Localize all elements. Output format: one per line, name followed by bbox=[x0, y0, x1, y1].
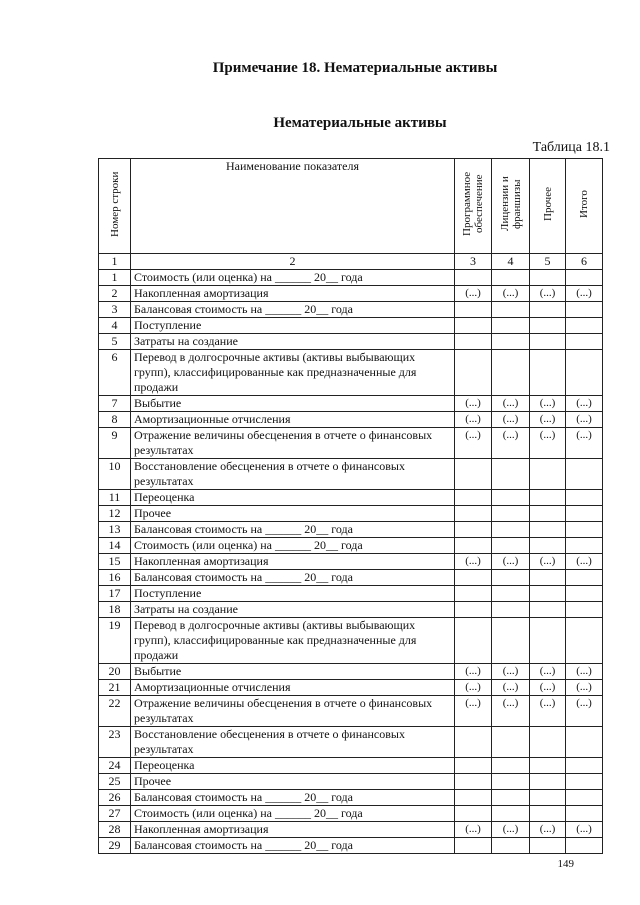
row-value bbox=[455, 570, 492, 586]
header-other: Прочее bbox=[530, 159, 566, 254]
row-value: (...) bbox=[530, 554, 566, 570]
row-number: 21 bbox=[99, 680, 131, 696]
table-row bbox=[99, 790, 603, 806]
row-label: Балансовая стоимость на ______ 20__ года bbox=[131, 570, 455, 586]
row-value bbox=[530, 506, 566, 522]
column-number: 2 bbox=[131, 254, 455, 270]
row-value: (...) bbox=[492, 822, 530, 838]
row-number: 5 bbox=[99, 334, 131, 350]
header-total: Итого bbox=[566, 159, 603, 254]
row-number: 14 bbox=[99, 538, 131, 554]
row-value bbox=[566, 522, 603, 538]
header-indicator: Наименование показателя bbox=[131, 159, 455, 254]
row-value bbox=[530, 586, 566, 602]
row-number: 13 bbox=[99, 522, 131, 538]
row-value bbox=[530, 758, 566, 774]
row-number: 15 bbox=[99, 554, 131, 570]
row-number: 25 bbox=[99, 774, 131, 790]
row-number: 2 bbox=[99, 286, 131, 302]
table-row bbox=[99, 428, 603, 459]
table-row bbox=[99, 806, 603, 822]
row-value: (...) bbox=[566, 664, 603, 680]
row-value bbox=[455, 790, 492, 806]
row-value bbox=[566, 790, 603, 806]
header-software: Программное обеспечение bbox=[455, 159, 492, 254]
row-value: (...) bbox=[492, 396, 530, 412]
column-number: 1 bbox=[99, 254, 131, 270]
row-number: 9 bbox=[99, 428, 131, 459]
row-value: (...) bbox=[492, 680, 530, 696]
row-label: Выбытие bbox=[131, 664, 455, 680]
row-value: (...) bbox=[566, 286, 603, 302]
row-number: 12 bbox=[99, 506, 131, 522]
row-value bbox=[566, 490, 603, 506]
row-value: (...) bbox=[455, 554, 492, 570]
row-value: (...) bbox=[566, 412, 603, 428]
table-row bbox=[99, 396, 603, 412]
header-row bbox=[99, 159, 603, 254]
row-value bbox=[492, 538, 530, 554]
row-label: Стоимость (или оценка) на ______ 20__ года bbox=[131, 538, 455, 554]
row-value bbox=[492, 318, 530, 334]
row-label: Балансовая стоимость на ______ 20__ года bbox=[131, 302, 455, 318]
row-number: 23 bbox=[99, 727, 131, 758]
row-value bbox=[492, 350, 530, 396]
row-label: Балансовая стоимость на ______ 20__ года bbox=[131, 790, 455, 806]
table-row bbox=[99, 680, 603, 696]
row-value bbox=[566, 270, 603, 286]
row-value bbox=[455, 302, 492, 318]
row-value bbox=[455, 586, 492, 602]
row-value bbox=[566, 758, 603, 774]
row-value bbox=[492, 806, 530, 822]
row-value bbox=[492, 838, 530, 854]
row-value bbox=[492, 570, 530, 586]
row-value bbox=[455, 522, 492, 538]
row-value: (...) bbox=[455, 822, 492, 838]
row-value bbox=[566, 318, 603, 334]
row-value bbox=[566, 618, 603, 664]
table-row bbox=[99, 302, 603, 318]
row-value bbox=[566, 459, 603, 490]
row-value bbox=[455, 538, 492, 554]
row-number: 28 bbox=[99, 822, 131, 838]
row-label: Прочее bbox=[131, 506, 455, 522]
row-number: 1 bbox=[99, 270, 131, 286]
row-value: (...) bbox=[455, 412, 492, 428]
row-value bbox=[530, 838, 566, 854]
row-label: Накопленная амортизация bbox=[131, 286, 455, 302]
row-value bbox=[566, 774, 603, 790]
row-label: Стоимость (или оценка) на ______ 20__ года bbox=[131, 806, 455, 822]
row-number: 22 bbox=[99, 696, 131, 727]
table-row bbox=[99, 350, 603, 396]
column-number: 6 bbox=[566, 254, 603, 270]
row-value bbox=[566, 350, 603, 396]
row-number: 6 bbox=[99, 350, 131, 396]
row-value bbox=[530, 302, 566, 318]
header-licenses: Лицензии и франшизы bbox=[492, 159, 530, 254]
table-row bbox=[99, 618, 603, 664]
table-label: Таблица 18.1 bbox=[532, 140, 610, 155]
row-value: (...) bbox=[530, 428, 566, 459]
row-value: (...) bbox=[566, 680, 603, 696]
row-number: 4 bbox=[99, 318, 131, 334]
row-value: (...) bbox=[492, 664, 530, 680]
row-value bbox=[492, 758, 530, 774]
table-row bbox=[99, 570, 603, 586]
row-value bbox=[492, 506, 530, 522]
table-row bbox=[99, 554, 603, 570]
row-value bbox=[492, 586, 530, 602]
row-label: Затраты на создание bbox=[131, 602, 455, 618]
row-value bbox=[566, 727, 603, 758]
row-label: Стоимость (или оценка) на ______ 20__ года bbox=[131, 270, 455, 286]
row-value bbox=[455, 774, 492, 790]
row-value bbox=[455, 806, 492, 822]
table-row bbox=[99, 727, 603, 758]
table-row bbox=[99, 522, 603, 538]
row-number: 19 bbox=[99, 618, 131, 664]
row-value bbox=[492, 618, 530, 664]
row-value: (...) bbox=[530, 822, 566, 838]
row-number: 11 bbox=[99, 490, 131, 506]
row-value: (...) bbox=[566, 428, 603, 459]
page-title: Примечание 18. Нематериальные активы bbox=[212, 60, 498, 76]
row-value bbox=[492, 522, 530, 538]
row-value bbox=[492, 459, 530, 490]
row-label: Переоценка bbox=[131, 490, 455, 506]
row-label: Прочее bbox=[131, 774, 455, 790]
row-value bbox=[455, 350, 492, 396]
row-value bbox=[530, 602, 566, 618]
row-value bbox=[455, 618, 492, 664]
row-value: (...) bbox=[530, 664, 566, 680]
table-row bbox=[99, 334, 603, 350]
column-number-row bbox=[99, 254, 603, 270]
row-value: (...) bbox=[530, 286, 566, 302]
row-label: Балансовая стоимость на ______ 20__ года bbox=[131, 522, 455, 538]
row-value bbox=[566, 806, 603, 822]
table-row bbox=[99, 586, 603, 602]
row-value bbox=[492, 790, 530, 806]
row-value bbox=[492, 270, 530, 286]
table-row bbox=[99, 838, 603, 854]
table-row bbox=[99, 538, 603, 554]
row-value: (...) bbox=[455, 396, 492, 412]
row-number: 17 bbox=[99, 586, 131, 602]
row-value: (...) bbox=[492, 428, 530, 459]
row-number: 8 bbox=[99, 412, 131, 428]
row-value bbox=[566, 538, 603, 554]
row-value bbox=[530, 618, 566, 664]
row-value bbox=[566, 586, 603, 602]
row-value: (...) bbox=[492, 412, 530, 428]
row-value bbox=[455, 506, 492, 522]
table-row bbox=[99, 602, 603, 618]
row-value bbox=[566, 506, 603, 522]
row-value: (...) bbox=[530, 396, 566, 412]
row-number: 26 bbox=[99, 790, 131, 806]
row-label: Перевод в долгосрочные активы (активы выбывающих групп), классифицированные как предназначенные для продажи bbox=[131, 618, 455, 664]
table-row bbox=[99, 412, 603, 428]
row-label: Поступление bbox=[131, 318, 455, 334]
row-value: (...) bbox=[492, 286, 530, 302]
row-value: (...) bbox=[566, 822, 603, 838]
row-value bbox=[492, 490, 530, 506]
row-value: (...) bbox=[455, 286, 492, 302]
header-row-number: Номер строки bbox=[99, 159, 131, 254]
row-value: (...) bbox=[492, 554, 530, 570]
row-value: (...) bbox=[455, 428, 492, 459]
row-value: (...) bbox=[530, 680, 566, 696]
row-value bbox=[455, 334, 492, 350]
row-value bbox=[530, 318, 566, 334]
row-label: Перевод в долгосрочные активы (активы выбывающих групп), классифицированные как предназначенные для продажи bbox=[131, 350, 455, 396]
row-value bbox=[455, 270, 492, 286]
row-label: Затраты на создание bbox=[131, 334, 455, 350]
row-value: (...) bbox=[492, 696, 530, 727]
row-value bbox=[530, 270, 566, 286]
row-value bbox=[530, 727, 566, 758]
row-label: Отражение величины обесценения в отчете о финансовых результатах bbox=[131, 696, 455, 727]
page-number: 149 bbox=[557, 858, 574, 870]
row-value: (...) bbox=[566, 396, 603, 412]
row-value bbox=[530, 570, 566, 586]
row-value bbox=[566, 602, 603, 618]
row-label: Восстановление обесценения в отчете о финансовых результатах bbox=[131, 459, 455, 490]
column-number: 4 bbox=[492, 254, 530, 270]
row-value bbox=[566, 334, 603, 350]
row-value bbox=[492, 727, 530, 758]
row-value bbox=[455, 318, 492, 334]
table-row bbox=[99, 664, 603, 680]
row-value: (...) bbox=[566, 696, 603, 727]
row-number: 18 bbox=[99, 602, 131, 618]
row-number: 24 bbox=[99, 758, 131, 774]
row-number: 20 bbox=[99, 664, 131, 680]
row-value bbox=[530, 806, 566, 822]
table-row bbox=[99, 822, 603, 838]
table-row bbox=[99, 318, 603, 334]
row-number: 27 bbox=[99, 806, 131, 822]
table-title: Нематериальные активы bbox=[273, 115, 447, 131]
row-number: 16 bbox=[99, 570, 131, 586]
row-value bbox=[492, 302, 530, 318]
row-label: Балансовая стоимость на ______ 20__ года bbox=[131, 838, 455, 854]
row-value: (...) bbox=[455, 696, 492, 727]
row-number: 7 bbox=[99, 396, 131, 412]
row-value: (...) bbox=[530, 412, 566, 428]
intangible-assets-table bbox=[98, 158, 603, 854]
table-row bbox=[99, 490, 603, 506]
row-label: Выбытие bbox=[131, 396, 455, 412]
row-value bbox=[530, 350, 566, 396]
row-number: 3 bbox=[99, 302, 131, 318]
row-value: (...) bbox=[455, 680, 492, 696]
row-value bbox=[566, 838, 603, 854]
row-value bbox=[455, 838, 492, 854]
row-value bbox=[530, 334, 566, 350]
table-row bbox=[99, 459, 603, 490]
row-value bbox=[530, 459, 566, 490]
table-row bbox=[99, 696, 603, 727]
row-value: (...) bbox=[455, 664, 492, 680]
row-value bbox=[566, 570, 603, 586]
row-value bbox=[455, 490, 492, 506]
column-number: 3 bbox=[455, 254, 492, 270]
table-row bbox=[99, 270, 603, 286]
row-value: (...) bbox=[566, 554, 603, 570]
table-row bbox=[99, 506, 603, 522]
row-value bbox=[530, 790, 566, 806]
row-value bbox=[455, 758, 492, 774]
row-number: 29 bbox=[99, 838, 131, 854]
row-label: Переоценка bbox=[131, 758, 455, 774]
row-value bbox=[492, 774, 530, 790]
row-value bbox=[530, 490, 566, 506]
row-value bbox=[566, 302, 603, 318]
row-value bbox=[455, 459, 492, 490]
row-value bbox=[455, 727, 492, 758]
row-label: Амортизационные отчисления bbox=[131, 680, 455, 696]
row-value bbox=[530, 774, 566, 790]
row-label: Амортизационные отчисления bbox=[131, 412, 455, 428]
table-row bbox=[99, 286, 603, 302]
row-label: Накопленная амортизация bbox=[131, 554, 455, 570]
row-number: 10 bbox=[99, 459, 131, 490]
row-value bbox=[530, 538, 566, 554]
row-label: Отражение величины обесценения в отчете о финансовых результатах bbox=[131, 428, 455, 459]
row-value bbox=[492, 334, 530, 350]
row-value bbox=[530, 522, 566, 538]
row-value bbox=[492, 602, 530, 618]
row-label: Накопленная амортизация bbox=[131, 822, 455, 838]
row-value: (...) bbox=[530, 696, 566, 727]
row-label: Поступление bbox=[131, 586, 455, 602]
row-value bbox=[455, 602, 492, 618]
column-number: 5 bbox=[530, 254, 566, 270]
table-row bbox=[99, 774, 603, 790]
row-label: Восстановление обесценения в отчете о финансовых результатах bbox=[131, 727, 455, 758]
table-row bbox=[99, 758, 603, 774]
